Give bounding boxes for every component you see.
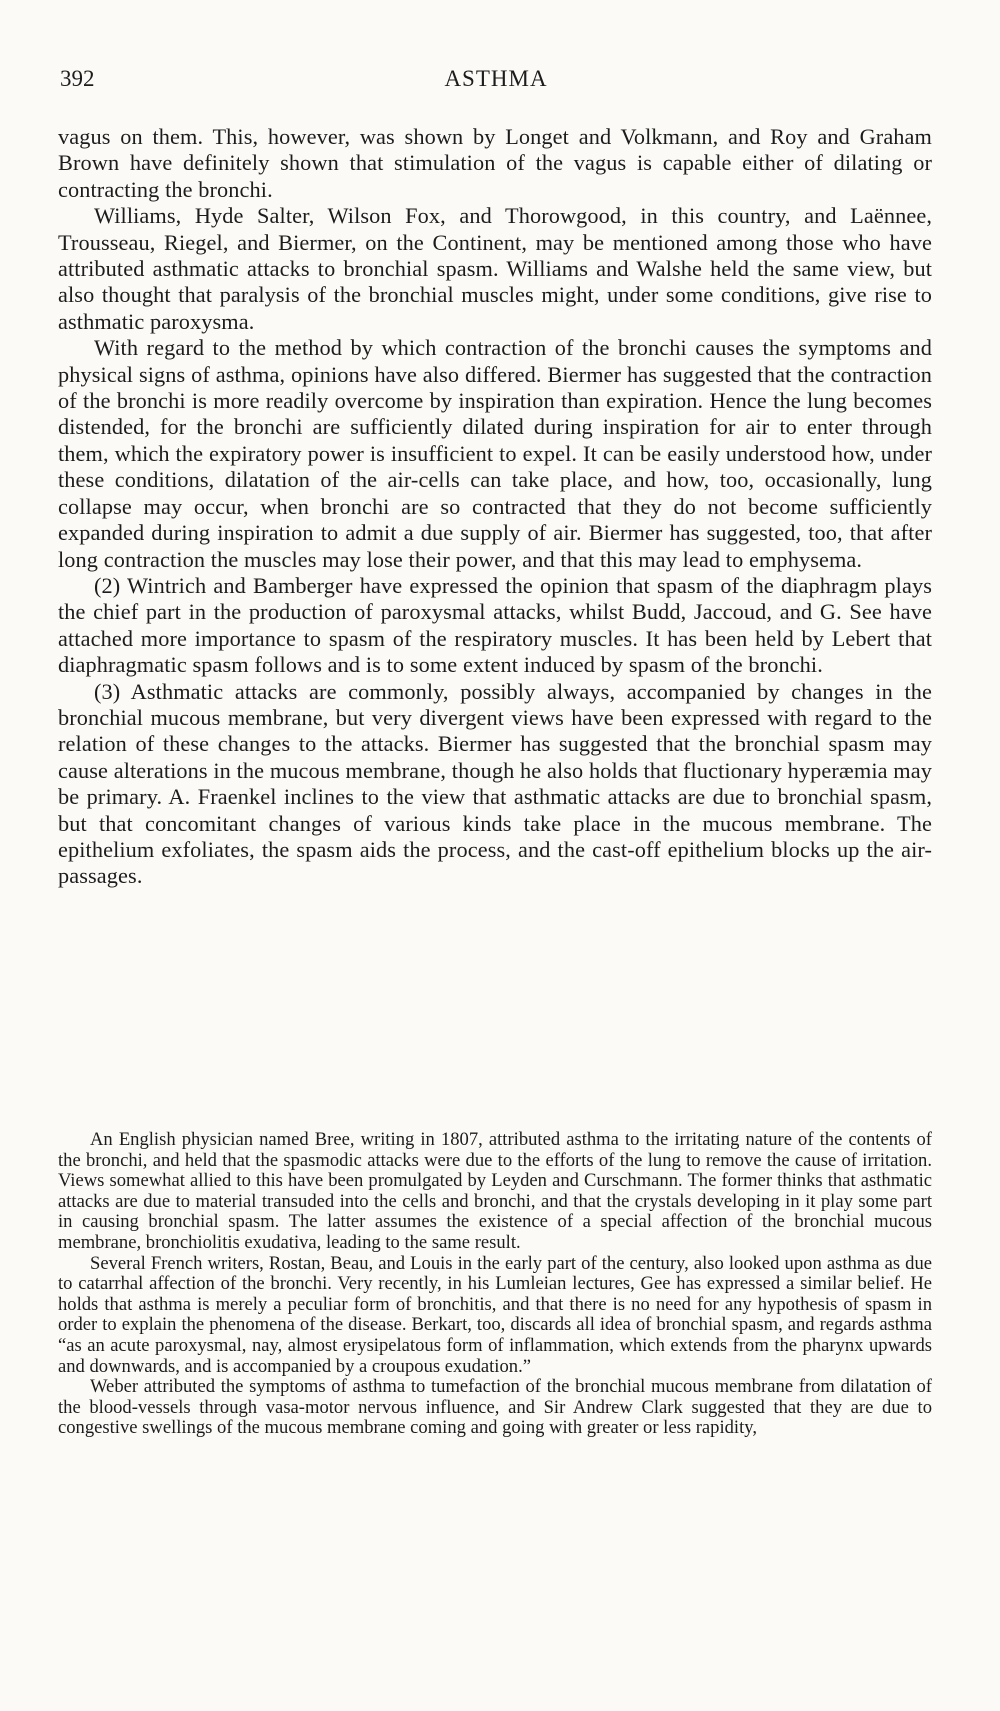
body-paragraph: (3) Asthmatic attacks are commonly, possibly always, accompanied by changes in the bronchial mucous membrane, but very divergent views have been expressed with regard to the relation of these changes to the attacks. Biermer has suggested that the bronchial spasm may cause alterations in the mucous membrane, though he also holds that fluctionary hyperæmia may be primary. A. Fraenkel inclines to the view that asthmatic attacks are due to bronchial spasm, but that concomitant changes of various kinds take place in the mucous membrane. The epithelium exfoliates, the spasm aids the process, and the cast-off epithelium blocks up the air-passages. xyxy=(58,678,932,889)
body-paragraph: (2) Wintrich and Bamberger have expressed the opinion that spasm of the diaphragm plays the chief part in the production of paroxysmal attacks, whilst Budd, Jaccoud, and G. See have attached more importance to spasm of the respiratory muscles. It has been held by Lebert that diaphragmatic spasm follows and is to some extent induced by spasm of the bronchi. xyxy=(58,572,932,678)
page-number: 392 xyxy=(60,66,95,91)
main-text xyxy=(58,124,932,890)
running-title: ASTHMA xyxy=(444,66,548,91)
body-paragraph: With regard to the method by which contraction of the bronchi causes the symptoms and physical signs of asthma, opinions have also differed. Biermer has suggested that the contraction of the bronchi is more readily overcome by inspiration than expiration. Hence the lung becomes distended, for the bronchi are sufficiently dilated during inspiration for air to enter through them, which the expiratory power is insufficient to expel. It can be easily understood how, under these conditions, dilatation of the air-cells can take place, and how, too, occasionally, lung collapse may occur, when bronchi are so contracted that they do not become sufficiently expanded during inspiration to admit a due supply of air. Biermer has suggested, too, that after long contraction the muscles may lose their power, and that this may lead to emphysema. xyxy=(58,335,932,572)
body-paragraph: vagus on them. This, however, was shown by Longet and Volkmann, and Roy and Graham Brown have definitely shown that stimulation of the vagus is capable either of dilating or contracting the bronchi. xyxy=(58,124,932,202)
small-print-paragraph: Weber attributed the symptoms of asthma to tumefaction of the bronchial mucous membrane from dilatation of the blood-vessels through vasa-motor nervous influence, and Sir Andrew Clark suggested that they are due to congestive swellings of the mucous membrane coming and going with greater or less rapidity, xyxy=(58,1376,932,1439)
body-paragraph: Williams, Hyde Salter, Wilson Fox, and Thorowgood, in this country, and Laënnee, Trousseau, Riegel, and Biermer, on the Continent, may be mentioned among those who have attributed asthmatic attacks to bronchial spasm. Williams and Walshe held the same view, but also thought that paralysis of the bronchial muscles might, under some conditions, give rise to asthmatic paroxysma. xyxy=(58,203,932,334)
page-header xyxy=(60,66,932,100)
small-print-paragraph: Several French writers, Rostan, Beau, and Louis in the early part of the century, also looked upon asthma as due to catarrhal affection of the bronchi. Very recently, in his Lumleian lectures, Gee has expressed a similar belief. He holds that asthma is merely a peculiar form of bronchitis, and that there is no need for any hypothesis of spasm in order to explain the phenomena of the disease. Berkart, too, discards all idea of bronchial spasm, and regards asthma “as an acute paroxysmal, nay, almost erysipelatous form of inflammation, which extends from the pharynx upwards and downwards, and is accompanied by a croupous exudation.” xyxy=(58,1252,932,1377)
small-print-section xyxy=(58,1130,932,1439)
small-print-paragraph: An English physician named Bree, writing in 1807, attributed asthma to the irritating nature of the contents of the bronchi, and held that the spasmodic attacks were due to the efforts of the lung to remove the cause of irritation. Views somewhat allied to this have been promulgated by Leyden and Curschmann. The former thinks that asthmatic attacks are due to material transuded into the cells and bronchi, and that the crystals developing in it play some part in causing bronchial spasm. The latter assumes the existence of a special affection of the bronchial mucous membrane, bronchiolitis exudativa, leading to the same result. xyxy=(58,1129,932,1253)
